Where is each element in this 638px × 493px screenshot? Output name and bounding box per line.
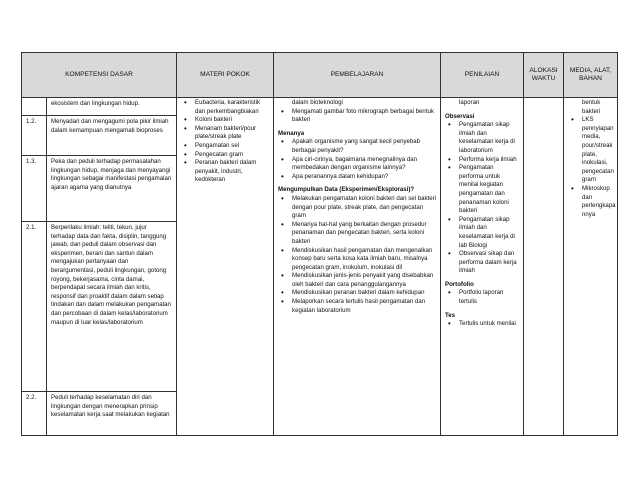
rpp-table xyxy=(21,52,618,436)
penilaian-continuation: laporan xyxy=(459,99,480,106)
pembelajaran-item: • Mengamati gambar foto mikrograph berbagai bentuk bakteri xyxy=(278,108,436,125)
mengumpulkan-item: • Mendiskusikan hasil pengamatan dan mengenalkan konsep baru serta kosa kata ilmiah baru, misalnya pengecatan gram, inokulum, inokulasi dll xyxy=(278,247,436,273)
mengumpulkan-item: • Melakukan pengamatan koloni bakteri dan sel bakteri dengan pour plate, streak plate, dan pengecatan gram xyxy=(278,195,436,221)
kd-number: 2.1. xyxy=(22,222,47,392)
pembelajaran-continuation: dalam bioteknologi xyxy=(292,99,343,106)
kd-text: Menyadari dan mengagumi pola pikir ilmiah dalam kemampuan mengamati bioproses xyxy=(47,116,177,156)
menanya-item: • Apakah organisme yang sangat kecil penyebab berbagai penyakit? xyxy=(278,138,436,155)
header-materi-pokok: MATERI POKOK xyxy=(177,53,274,98)
kd-number xyxy=(22,98,47,116)
menanya-item: • Apa ciri-cirinya, bagaimana menegnalinya dan membedakan dengan organisme lainnya? xyxy=(278,156,436,173)
media-cell xyxy=(564,98,618,436)
header-media: MEDIA, ALAT, BAHAN xyxy=(564,53,618,98)
media-item: • Mikroskop dan perlengkapa nnya xyxy=(568,185,613,219)
header-pembelajaran: PEMBELAJARAN xyxy=(274,53,441,98)
observasi-item: • Observasi sikap dan performa dalam kerja ilmiah xyxy=(445,250,519,276)
mengumpulkan-heading: Mengumpulkan Data (Eksperimen/Eksplorasi)? xyxy=(278,186,415,194)
portofolio-heading: Portofolio xyxy=(445,280,474,288)
observasi-item: • Pengamatan sikap ilmiah dan keselamatan kerja di laboratorium xyxy=(445,121,519,155)
observasi-item: • Pengamatan performa untuk menilai kegiatan pengamatan dan penanaman koloni bakteri xyxy=(445,164,519,216)
menanya-item: • Apa peranannya dalam kehidupan? xyxy=(278,173,436,182)
header-penilaian: PENILAIAN xyxy=(441,53,524,98)
kd-number: 1.3. xyxy=(22,156,47,222)
kd-row xyxy=(22,98,618,116)
observasi-item: • Performa kerja ilmiah xyxy=(445,156,519,165)
penilaian-cell xyxy=(441,98,524,436)
materi-pokok-cell xyxy=(177,98,274,436)
rpp-table-page xyxy=(21,52,617,436)
header-row xyxy=(22,53,618,98)
materi-item: • Eubacteria, karakteristik dan perkembangbiakan xyxy=(181,99,269,116)
media-continuation: bentuk bakteri xyxy=(582,99,601,115)
kd-text: Berperilaku ilmiah: teliti, tekun, jujur terhadap data dan fakta, disiplin, tanggung jawab, dan peduli dalam observasi dan eksperimen, berani dan santun dalam mengajukan pertanyaan dan berargumentasi, peduli lingkungan, gotong royong, bekerjasama, cinta damai, berpendapat secara ilmiah dan kritis, responsif dan proaktif dalam dalam setiap tindakan dan dalam melakukan pengamatan dan percobaan di dalam kelas/laboratorium maupun di luar kelas/laboratorium xyxy=(47,222,177,392)
pembelajaran-cell xyxy=(274,98,441,436)
alokasi-waktu-cell xyxy=(524,98,564,436)
mengumpulkan-item: • Melaporkan secara tertulis hasil pengamatan dan kegiatan laboratorium xyxy=(278,298,436,315)
kd-text: Peduli terhadap keselamatan diri dan lingkungan dengan menerapkan prinsip keselamatan kerja saat melakukan kegiatan xyxy=(47,392,177,436)
mengumpulkan-item: • Menanya hal-hal yang berkaitan dengan prosedur penanaman dan pengecatan bakteri, serta koloni bakteri xyxy=(278,221,436,247)
materi-item: • Peranan bakteri dalam penyakit, industri, kedokteran xyxy=(181,159,269,185)
kd-text: ekosistem dan lingkungan hidup. xyxy=(47,98,177,116)
materi-item: • Menanam bakteri/pour plate/streak plate xyxy=(181,125,269,142)
menanya-heading: Menanya xyxy=(278,129,305,137)
portofolio-item: • Portfolio laporan tertulis xyxy=(445,289,519,306)
materi-item: • Koloni bakteri xyxy=(181,116,269,125)
materi-item: • Pengamatan sel xyxy=(181,142,269,151)
tes-heading: Tes xyxy=(445,311,456,319)
materi-item: • Pengecatan gram xyxy=(181,151,269,160)
observasi-heading: Observasi xyxy=(445,112,475,120)
header-alokasi-waktu: ALOKASI WAKTU xyxy=(524,53,564,98)
mengumpulkan-item: • Mendiskusikan jenis-jenis penyakit yang disebabkan oleh bakteri dan cara penanggulangannya xyxy=(278,272,436,289)
kd-text: Peka dan peduli terhadap permasalahan lingkungan hidup, menjaga dan menyayangi lingkungan sebagai manifestasi pengamalan ajaran agama yang dianutnya xyxy=(47,156,177,222)
observasi-item: • Pengamatan sikap ilmiah dan keselamatan kerja di lab Biologi xyxy=(445,216,519,250)
kd-number: 2.2. xyxy=(22,392,47,436)
header-kompetensi-dasar: KOMPETENSI DASAR xyxy=(22,53,177,98)
mengumpulkan-item: • Mendiskusikan peranan bakteri dalam kehidupan xyxy=(278,289,436,298)
tes-item: • Tertulis untuk menilai xyxy=(445,320,519,329)
media-item: • LKS pennyiapan media, pour/streak plate, inokulasi, pengecatan gram xyxy=(568,116,613,185)
kd-number: 1.2. xyxy=(22,116,47,156)
